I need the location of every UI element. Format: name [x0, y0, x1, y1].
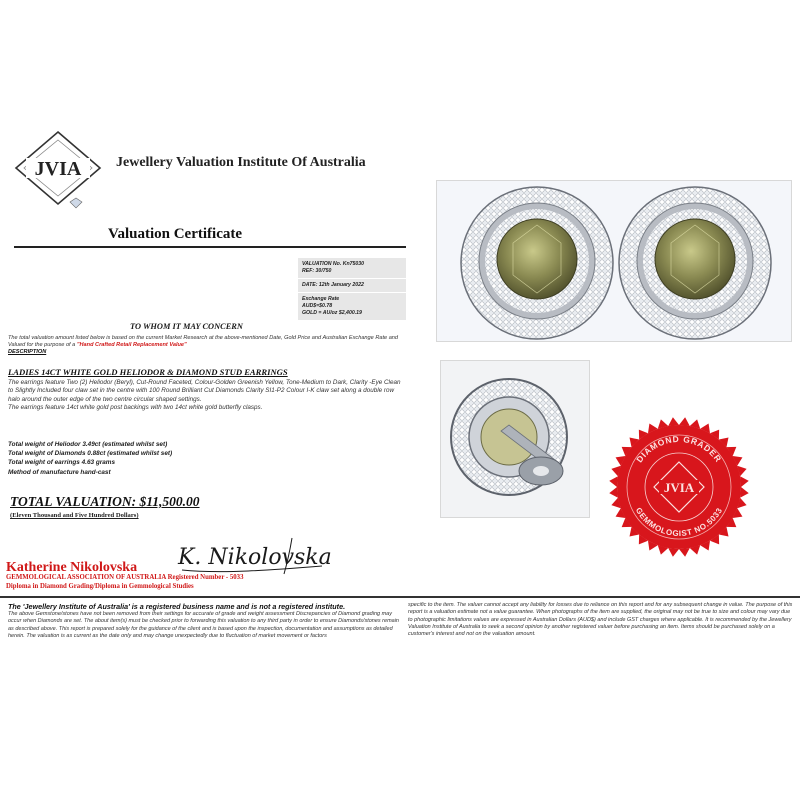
earrings-front-photo: [436, 180, 792, 342]
disclaimer-lead: The 'Jewellery Institute of Australia' is a registered business name and is not a registered institute.: [8, 602, 346, 611]
item-description: [8, 379, 406, 413]
seal-tooth: [668, 548, 679, 557]
to-whom-heading: TO WHOM IT MAY CONCERN: [130, 322, 243, 331]
intro-text: The total valuation amount listed below is based on the current Market Research at the above-mentioned Date, Gold Price and Australian Exchange Rate and Valued for the purpose of a: [8, 335, 399, 349]
description-label: DESCRIPTION: [8, 349, 47, 356]
association-line: GEMMOLOGICAL ASSOCIATION OF AUSTRALIA Registered Number - 5033: [6, 574, 244, 581]
total-valuation: TOTAL VALUATION: $11,500.00: [10, 494, 200, 509]
disclaimer-left: [8, 602, 400, 640]
heliodor-weight: Total weight of Heliodor 3.49ct (estimated whilst set): [8, 441, 168, 448]
aud-rate: AUD$=$0.78: [302, 303, 333, 309]
seal-tooth: [609, 487, 618, 498]
disclaimer-right: specific to the item. The valuer cannot accept any liability for losses due to reliance on this report and for any subsequent change in value. The purpose of this report is a valuation estimate not a value guarantee. When photographs of the item are supplied, the original may not be true to size and colour may vary due to photographic limitations values are expressed in Australian Dollars (AUD$) and include GST charges where applicable. It is recommended by the Jewellery Valuation Institute of Australia to seek a second opinion by another registered valuer before purchasing an item. Items should be purchased solely on a customer's interest and not on the valuation amount.: [408, 602, 793, 638]
exchange-group: [298, 293, 406, 321]
certificate-title: Valuation Certificate: [108, 226, 243, 242]
signer-credentials: [6, 573, 243, 591]
seal-center-text: JVIA: [663, 480, 695, 495]
seal-tooth: [609, 476, 618, 487]
signature-text: K. Nikolovska: [178, 545, 332, 570]
org-name: Jewellery Valuation Institute Of Australia: [116, 155, 366, 170]
valuation-ref-group: [298, 258, 406, 279]
diamond-weight: Total weight of Diamonds 0.88ct (estimated whilst set): [8, 450, 173, 458]
title-divider: [14, 246, 406, 248]
description-paragraph: The earrings feature 14ct white gold post backings with two 14ct white gold butterfly clasps.: [8, 404, 263, 412]
earring-back-photo: [440, 360, 590, 518]
seal-tooth: [740, 487, 749, 498]
valuation-date: DATE: 12th January 2022: [302, 282, 364, 288]
seal-tooth: [679, 548, 690, 557]
signer-name: Katherine Nikolovska: [6, 560, 138, 575]
seal-top-text: DIAMOND GRADER: [634, 433, 724, 465]
weights-list: [8, 440, 308, 477]
diamond-grader-seal: [604, 412, 754, 562]
item-title: LADIES 14CT WHITE GOLD HELIODOR & DIAMOND STUD EARRINGS: [8, 367, 288, 377]
valuation-date-group: [298, 279, 406, 293]
description-paragraph: The earrings feature Two (2) Heliodor (Beryl), Cut-Round Faceted, Colour-Golden Greenish Yellow, Tone-Medium to Dark, Clarity -Eye Clean to Slightly Included four claw set in the centre with 100 Round Brilliant Cut Diamonds Clarity SI1-P2 Colour I-K claw set along a double row halo around the outer edge of the two centre circular shaped settings.: [8, 379, 401, 403]
logo-text: JVIA: [34, 158, 82, 180]
seal-tooth: [668, 417, 679, 426]
seal-tooth: [740, 476, 749, 487]
manufacture-method: Method of manufacture hand-cast: [8, 468, 111, 476]
valuation-number: VALUATION No. Kn75030: [302, 261, 365, 267]
gold-rate: GOLD = AU/oz $2,400.19: [302, 310, 362, 316]
total-valuation-words: (Eleven Thousand and Five Hundred Dollars): [10, 512, 139, 519]
valuation-purpose: "Hand Crafted Retail Replacement Value": [76, 342, 187, 349]
earring-weight: Total weight of earrings 4.63 grams: [8, 459, 116, 467]
disclaimer-left-text: The above Gemstone/stones have not been removed from their settings for accurate of grade and weight assessment Discrepancies of Diamond grading may occur when Diamonds are set. The about item(s) must be checked prior to forwarding this valuation to any third party in order to ensure Diamonds/stones remain as described above. This report is prepared solely for the guidance of the client and is based upon the inspection, documentation and assumptions as detailed herein. The valuation is as current as the date only and may change unexpectedly due to fluctuation of market movement or factors: [8, 611, 399, 639]
intro-paragraph: [8, 335, 406, 357]
jvia-logo: [8, 128, 108, 210]
footer-divider: [0, 596, 800, 598]
exchange-label: Exchange Rate: [302, 296, 340, 302]
valuation-ref: REF: 30/750: [302, 268, 332, 274]
valuation-info-box: [298, 258, 406, 321]
seal-bottom-text: GEMMOLOGIST NO.5033: [633, 506, 725, 539]
seal-tooth: [679, 417, 690, 426]
diploma-line: Diploma in Diamond Grading/Diploma in Gemmological Studies: [6, 583, 194, 590]
